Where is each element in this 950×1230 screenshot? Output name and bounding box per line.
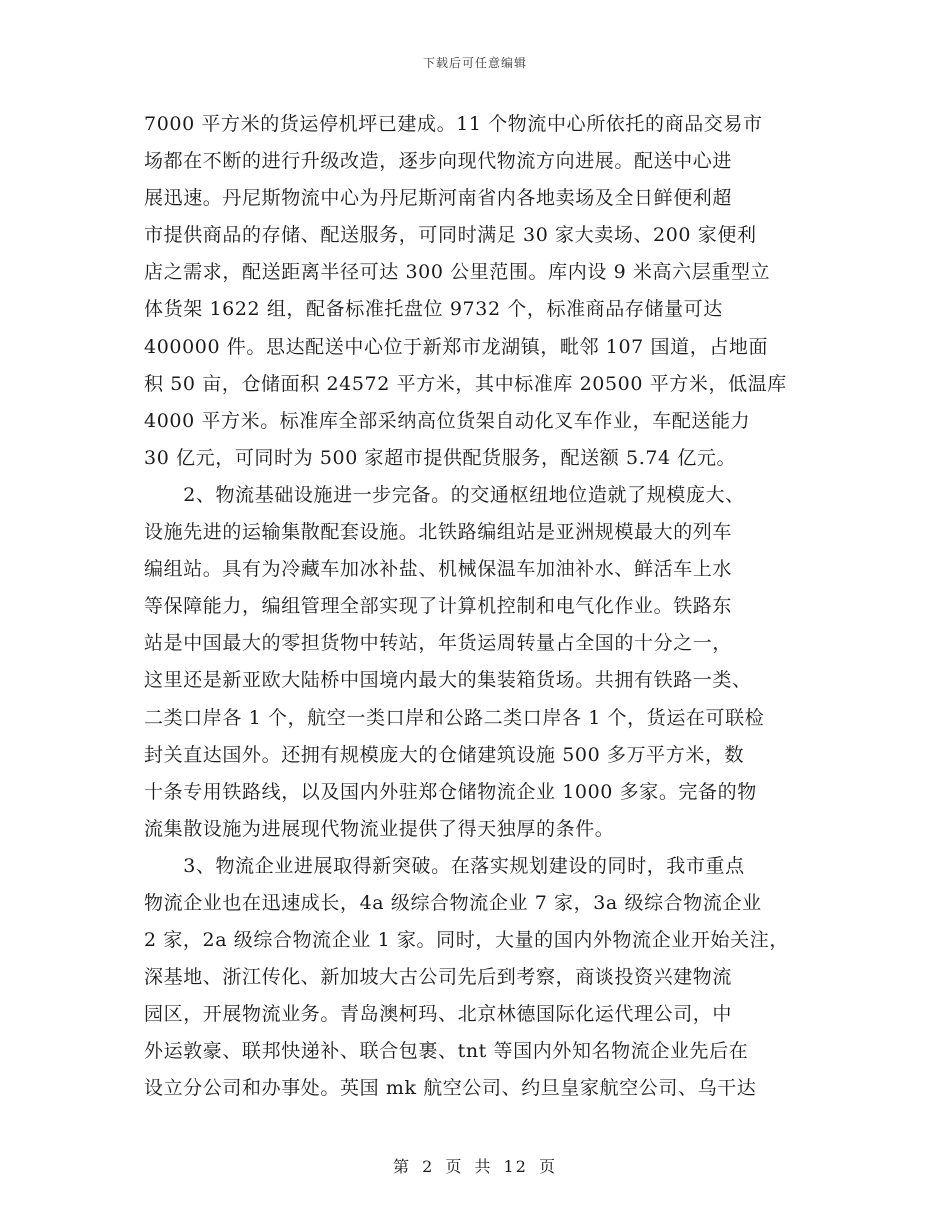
body-text-line: 市提供商品的存储、配送服务，可同时满足 30 家大卖场、200 家便利 <box>144 224 757 247</box>
body-text-line: 二类口岸各 1 个，航空一类口岸和公路二类口岸各 1 个，货运在可联检 <box>144 706 765 729</box>
body-text-line: 深基地、浙江传化、新加坡大古公司先后到考察，商谈投资兴建物流 <box>144 966 733 989</box>
body-text-line: 展迅速。丹尼斯物流中心为丹尼斯河南省内各地卖场及全日鲜便利超 <box>144 187 733 210</box>
body-text-line: 积 50 亩，仓储面积 24572 平方米，其中标准库 20500 平方米，低温库 <box>144 372 787 395</box>
body-text-line: 十条专用铁路线，以及国内外驻郑仓储物流企业 1000 多家。完备的物 <box>144 780 757 803</box>
page-header: 下载后可任意编辑 <box>422 56 527 70</box>
body-text-line: 设立分公司和办事处。英国 mk 航空公司、约旦皇家航空公司、乌干达 <box>144 1077 757 1100</box>
body-text-line: 园区，开展物流业务。青岛澳柯玛、北京林德国际化运代理公司，中 <box>144 1003 733 1026</box>
body-text-line: 场都在不断的进行升级改造，逐步向现代物流方向进展。配送中心进 <box>144 150 733 173</box>
document-body <box>144 106 819 1108</box>
body-text-line: 7000 平方米的货运停机坪已建成。11 个物流中心所依托的商品交易市 <box>144 113 763 135</box>
body-text-line: 设施先进的运输集散配套设施。北铁路编组站是亚洲规模最大的列车 <box>144 521 733 544</box>
page-number-footer: 第 2 页 共 12 页 <box>393 1157 557 1176</box>
body-text-line: 30 亿元，可同时为 500 家超市提供配货服务，配送额 5.74 亿元。 <box>144 446 737 469</box>
body-text-line: 流集散设施为进展现代物流业提供了得天独厚的条件。 <box>144 817 615 840</box>
body-text-line: 等保障能力，编组管理全部实现了计算机控制和电气化作业。铁路东 <box>144 595 733 618</box>
body-text-line: 店之需求，配送距离半径可达 300 公里范围。库内设 9 米高六层重型立 <box>144 261 771 284</box>
body-text-line: 2 家，2a 级综合物流企业 1 家。同时，大量的国内外物流企业开始关注， <box>144 929 789 952</box>
body-text-line: 封关直达国外。还拥有规模庞大的仓储建筑设施 500 多万平方米，数 <box>144 743 745 766</box>
body-text-line: 体货架 1622 组，配备标准托盘位 9732 个，标准商品存储量可达 <box>144 298 723 321</box>
body-text-line: 2、物流基础设施进一步完备。的交通枢纽地位造就了规模庞大、 <box>144 483 745 506</box>
body-text-line: 4000 平方米。标准库全部采纳高位货架自动化叉车作业，车配送能力 <box>144 409 751 432</box>
body-text-line: 外运敦豪、联邦快递补、联合包裹、tnt 等国内外知名物流企业先后在 <box>144 1040 749 1063</box>
body-text-line: 400000 件。思达配送中心位于新郑市龙湖镇，毗邻 107 国道，占地面 <box>144 335 769 358</box>
body-text-line: 站是中国最大的零担货物中转站，年货运周转量占全国的十分之一， <box>144 632 733 655</box>
body-text-line: 物流企业也在迅速成长，4a 级综合物流企业 7 家，3a 级综合物流企业 <box>144 891 762 914</box>
body-text-line: 3、物流企业进展取得新突破。在落实规划建设的同时，我市重点 <box>144 854 745 877</box>
body-text-line: 编组站。具有为冷藏车加冰补盐、机械保温车加油补水、鲜活车上水 <box>144 558 733 581</box>
body-text-line: 这里还是新亚欧大陆桥中国境内最大的集装箱货场。共拥有铁路一类、 <box>144 669 752 692</box>
